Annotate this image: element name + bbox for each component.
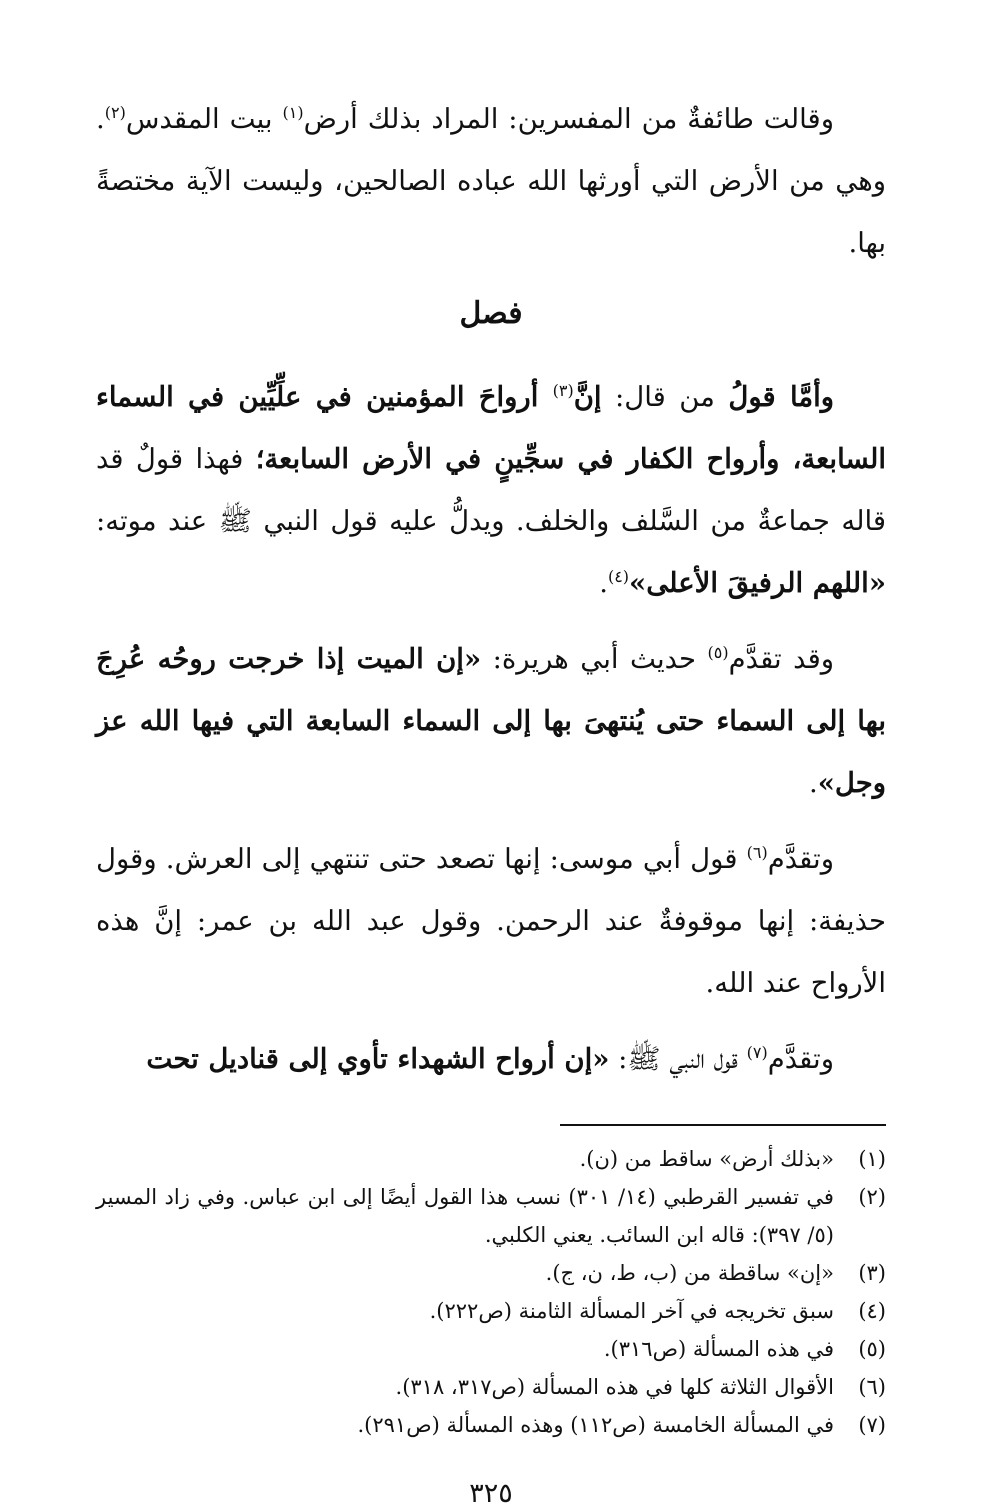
footnote-text: «بذلك أرض» ساقط من (ن).	[579, 1147, 834, 1171]
footnote-ref-1[interactable]: (١)	[282, 102, 304, 122]
footnote-item	[96, 1140, 886, 1178]
footnote-number: (٦)	[858, 1375, 886, 1399]
footnote-item	[96, 1406, 886, 1444]
footnote-text: في هذه المسألة (ص٣١٦).	[603, 1337, 834, 1361]
footnote-item	[96, 1368, 886, 1406]
para3-text-1: وتقدَّم	[767, 843, 834, 875]
paragraph-2	[96, 628, 886, 814]
para1-text-1: من قال:	[601, 381, 729, 413]
footnotes-list	[96, 1140, 886, 1444]
intro-text-a: وقالت طائفةٌ من المفسرين: المراد بذلك أرض	[303, 103, 834, 135]
intro-paragraph	[96, 88, 886, 274]
para2-end: .	[808, 767, 818, 799]
para1-text-2: فهذا قولٌ قد قاله جماعةٌ من السَّلف والخلف. ويدلُّ عليه قول النبي ﷺ عند موته:	[96, 443, 886, 537]
paragraph-4	[96, 1028, 886, 1090]
para1-bold-1: وأمَّا قولُ	[728, 381, 835, 413]
footnote-number: (٢)	[858, 1185, 886, 1209]
footnote-text: في تفسير القرطبي (١٤/ ٣٠١) نسب هذا القول أيضًا إلى ابن عباس. وفي زاد المسير (٥/ ٣٩٧): قاله ابن السائب. يعني الكلبي.	[96, 1185, 834, 1247]
footnote-number: (٤)	[858, 1299, 886, 1323]
paragraph-1	[96, 366, 886, 614]
section-heading: فصل	[459, 296, 523, 331]
footnote-text: سبق تخريجه في آخر المسألة الثامنة (ص٢٢٢).	[429, 1299, 834, 1323]
footnote-item	[96, 1330, 886, 1368]
footnote-number: (٣)	[858, 1261, 886, 1285]
footnote-text: في المسألة الخامسة (ص١١٢) وهذه المسألة (ص٢٩١).	[357, 1413, 834, 1437]
para1-end: .	[599, 567, 608, 599]
footnote-ref-7[interactable]: (٧)	[746, 1042, 768, 1062]
footnote-number: (٧)	[858, 1413, 886, 1437]
footnote-ref-6[interactable]: (٦)	[746, 842, 768, 862]
footnote-item	[96, 1178, 886, 1254]
intro-text-b: بيت المقدس	[125, 103, 283, 135]
para2-text-2: حديث أبي هريرة:	[481, 643, 708, 675]
footnote-item	[96, 1254, 886, 1292]
para2-bold-1: «إن الميت إذا خرجت روحُه عُرِجَ بها إلى السماء حتى يُنتهىَ بها إلى السماء السابعة التي فيها الله عز وجل»	[96, 643, 886, 799]
footnote-ref-4[interactable]: (٤)	[607, 566, 630, 586]
footnote-text: «إن» ساقطة من (ب، ط، ن، ج).	[545, 1261, 834, 1285]
footnote-text: الأقوال الثلاثة كلها في هذه المسألة (ص٣١٧، ٣١٨).	[395, 1375, 834, 1399]
footnote-number: (٥)	[858, 1337, 886, 1361]
footnote-item	[96, 1292, 886, 1330]
para1-bold-4: «اللهم الرفيقَ الأعلى»	[629, 567, 886, 599]
intro-text-c: . وهي من الأرض التي أورثها الله عباده الصالحين، وليست الآية مختصةً بها.	[96, 103, 886, 259]
para2-text-1: وقد تقدَّم	[728, 643, 835, 675]
footnote-number: (١)	[858, 1147, 886, 1171]
para4-text-1: وتقدَّم	[767, 1043, 834, 1075]
para1-bold-2: إنَّ	[573, 381, 602, 413]
para1-bold-3: أرواحَ المؤمنين في علِّيِّين في السماء السابعة، وأرواح الكفار في سجِّينٍ في الأرض السابعة؛	[96, 381, 886, 475]
para3-text-2: قول أبي موسى: إنها تصعد حتى تنتهي إلى العرش. وقول حذيفة: إنها موقوفةٌ عند الرحمن. وقول عبد الله بن عمر: إنَّ هذه الأرواح عند الله.	[96, 843, 886, 999]
para4-text-2: قول النبي ﷺ:	[609, 1043, 747, 1075]
footnote-ref-3[interactable]: (٣)	[552, 380, 574, 400]
page-number: ٣٢٥	[469, 1478, 513, 1509]
footnote-ref-2[interactable]: (٢)	[104, 102, 126, 122]
para4-bold-1: «إن أرواح الشهداء تأوي إلى قناديل تحت	[146, 1043, 610, 1075]
footnote-ref-5[interactable]: (٥)	[707, 642, 729, 662]
paragraph-3	[96, 828, 886, 1014]
footnote-divider	[560, 1124, 886, 1126]
